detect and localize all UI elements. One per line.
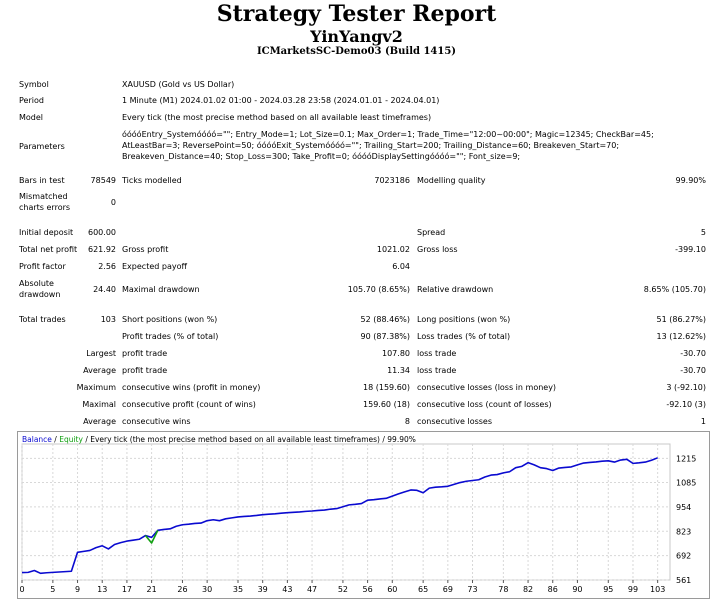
gross-profit-value: 1021.02	[376, 245, 410, 254]
y-tick-label: 692	[676, 551, 692, 561]
x-tick-label: 56	[362, 585, 373, 594]
bars-label: Bars in test	[19, 176, 65, 185]
profit-trades-value: 90 (87.38%)	[360, 332, 410, 341]
short-positions-value: 52 (88.46%)	[360, 315, 410, 324]
maximal-consecutive-loss-value: -92.10 (3)	[666, 400, 706, 409]
x-tick-label: 0	[19, 585, 25, 594]
max-consecutive-wins-value: 18 (159.60)	[363, 383, 410, 392]
parameters-line-3: Breakeven_Distance=40; Stop_Loss=300; Take_Profit=0; óóóóDisplaySettingóóóó=""; Font_size=9;	[122, 152, 521, 161]
legend-description: / Every tick (the most precise method based on all available least timeframes) / 99.90%	[82, 435, 416, 444]
ticks-label: Ticks modelled	[122, 176, 182, 185]
x-tick-label: 43	[282, 585, 293, 594]
largest-profit-value: 107.80	[382, 349, 410, 358]
y-tick-label: 561	[676, 576, 692, 585]
quality-label: Modelling quality	[417, 176, 486, 185]
x-tick-label: 73	[467, 585, 478, 594]
average-consecutive-label: Average	[83, 417, 116, 426]
x-tick-label: 99	[627, 585, 639, 594]
gross-loss-label: Gross loss	[417, 245, 458, 254]
model-value: Every tick (the most precise method based on all available least timeframes)	[122, 113, 432, 122]
maximal-consecutive-profit-label: consecutive profit (count of wins)	[122, 400, 256, 409]
average-consecutive-losses-value: 1	[700, 417, 706, 426]
chart-plot	[18, 432, 709, 598]
maximal-consecutive-loss-label: consecutive loss (count of losses)	[417, 400, 552, 409]
legend-separator: /	[51, 435, 60, 444]
loss-trades-label: Loss trades (% of total)	[417, 332, 511, 341]
deposit-value: 600.00	[88, 228, 116, 237]
maximal-drawdown-label: Maximal drawdown	[122, 285, 200, 294]
x-tick-label: 52	[337, 585, 349, 594]
average-loss-label: loss trade	[417, 366, 457, 375]
x-tick-label: 95	[603, 585, 614, 594]
legend-balance: Balance	[22, 435, 52, 444]
mismatch-label-2: charts errors	[19, 203, 71, 212]
deposit-label: Initial deposit	[19, 228, 74, 237]
x-tick-label: 30	[202, 585, 213, 594]
spread-value: 5	[700, 228, 706, 237]
bars-value: 78549	[90, 176, 116, 185]
period-label: Period	[19, 96, 44, 105]
x-tick-label: 60	[387, 585, 398, 594]
x-tick-label: 39	[257, 585, 268, 594]
x-tick-label: 17	[121, 585, 133, 594]
gross-profit-label: Gross profit	[122, 245, 169, 254]
long-positions-label: Long positions (won %)	[417, 315, 511, 324]
short-positions-label: Short positions (won %)	[122, 315, 218, 324]
gross-loss-value: -399.10	[675, 245, 706, 254]
largest-loss-value: -30.70	[680, 349, 706, 358]
max-consecutive-losses-label: consecutive losses (loss in money)	[417, 383, 557, 392]
x-tick-label: 5	[50, 585, 56, 594]
period-value: 1 Minute (M1) 2024.01.02 01:00 - 2024.03.28 23:58 (2024.01.01 - 2024.04.01)	[122, 96, 440, 105]
y-tick-label: 1085	[676, 478, 697, 488]
x-tick-label: 13	[97, 585, 108, 594]
max-consecutive-losses-value: 3 (-92.10)	[666, 383, 706, 392]
x-tick-label: 21	[146, 585, 157, 594]
total-trades-value: 103	[100, 315, 116, 324]
mismatch-value: 0	[110, 198, 116, 207]
average-loss-value: -30.70	[680, 366, 706, 375]
maximal-drawdown-value: 105.70 (8.65%)	[347, 285, 410, 294]
x-tick-label: 86	[547, 585, 558, 594]
x-tick-label: 65	[418, 585, 429, 594]
model-label: Model	[19, 113, 44, 122]
x-tick-label: 47	[306, 585, 318, 594]
x-tick-label: 90	[572, 585, 583, 594]
maximal-consecutive-profit-value: 159.60 (18)	[363, 400, 410, 409]
parameters-line-1: óóóóEntry_Systemóóóó=""; Entry_Mode=1; Lot_Size=0.1; Max_Order=1; Trade_Time="12:00~00:00"; Magic=12345; CheckBar=45;	[122, 130, 654, 139]
x-tick-label: 69	[442, 585, 453, 594]
loss-trades-value: 13 (12.62%)	[656, 332, 706, 341]
plot-area	[22, 444, 670, 580]
expected-payoff-label: Expected payoff	[122, 262, 187, 271]
largest-profit-label: profit trade	[122, 349, 168, 358]
net-profit-value: 621.92	[88, 245, 116, 254]
parameters-label: Parameters	[19, 142, 65, 151]
y-tick-label: 954	[676, 502, 692, 512]
average-consecutive-wins-label: consecutive wins	[122, 417, 191, 426]
ticks-value: 7023186	[374, 176, 410, 185]
report-title: Strategy Tester Report	[216, 1, 497, 27]
x-tick-label: 82	[522, 585, 534, 594]
y-tick-label: 1215	[676, 454, 697, 464]
mismatch-label-1: Mismatched	[19, 192, 68, 201]
average-label: Average	[83, 366, 116, 375]
maximal-label: Maximal	[82, 400, 116, 409]
parameters-line-2: AtLeastBar=3; ReversePoint=50; óóóóExit_Systemóóóó=""; Trailing_Start=200; Trailing_Distance=60; Breakeven_Start=70;	[122, 141, 620, 150]
legend-equity: Equity	[59, 435, 83, 444]
profit-factor-label: Profit factor	[19, 262, 66, 271]
absolute-drawdown-label-1: Absolute	[19, 279, 54, 288]
max-consecutive-wins-label: consecutive wins (profit in money)	[122, 383, 261, 392]
x-tick-label: 9	[74, 585, 81, 594]
x-tick-label: 35	[232, 585, 244, 594]
maximum-label: Maximum	[76, 383, 116, 392]
balance-chart	[17, 431, 710, 599]
average-consecutive-wins-value: 8	[404, 417, 410, 426]
spread-label: Spread	[417, 228, 446, 237]
relative-drawdown-value: 8.65% (105.70)	[643, 285, 706, 294]
x-tick-label: 78	[498, 585, 509, 594]
x-tick-label: 26	[177, 585, 188, 594]
ea-name: YinYangv2	[310, 27, 403, 46]
largest-loss-label: loss trade	[417, 349, 457, 358]
quality-value: 99.90%	[675, 176, 706, 185]
symbol-value: XAUUSD (Gold vs US Dollar)	[122, 80, 235, 89]
symbol-label: Symbol	[19, 80, 49, 89]
x-tick-label: 103	[650, 585, 666, 594]
profit-factor-value: 2.56	[98, 262, 116, 271]
average-profit-value: 11.34	[387, 366, 410, 375]
absolute-drawdown-value: 24.40	[93, 285, 116, 294]
expected-payoff-value: 6.04	[392, 262, 410, 271]
total-trades-label: Total trades	[19, 315, 66, 324]
profit-trades-label: Profit trades (% of total)	[122, 332, 219, 341]
y-tick-label: 823	[676, 527, 692, 537]
largest-label: Largest	[86, 349, 116, 358]
net-profit-label: Total net profit	[19, 245, 78, 254]
long-positions-value: 51 (86.27%)	[656, 315, 706, 324]
average-consecutive-losses-label: consecutive losses	[417, 417, 493, 426]
absolute-drawdown-label-2: drawdown	[19, 290, 61, 299]
relative-drawdown-label: Relative drawdown	[417, 285, 494, 294]
server-build: ICMarketsSC-Demo03 (Build 1415)	[256, 46, 457, 57]
average-profit-label: profit trade	[122, 366, 168, 375]
